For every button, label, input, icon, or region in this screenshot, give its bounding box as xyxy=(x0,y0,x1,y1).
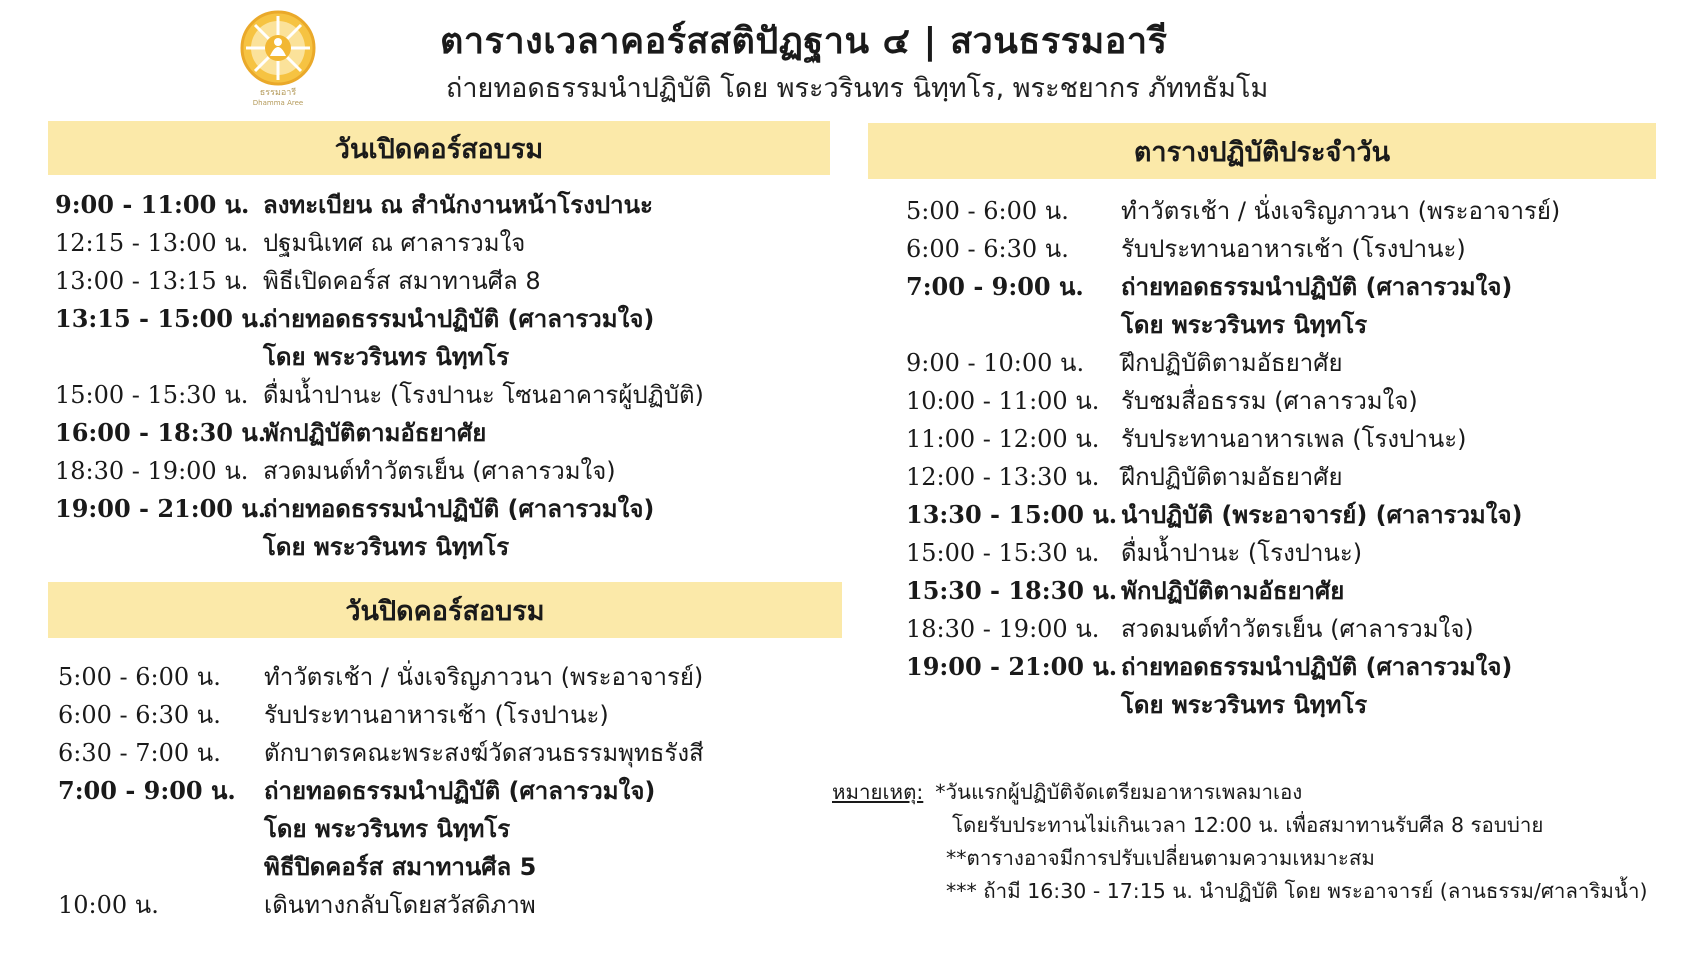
logo xyxy=(238,8,318,108)
row-time: 19:00 - 21:00 น. xyxy=(906,651,1118,681)
page-title: ตารางเวลาคอร์สสติปัฏฐาน ๔ | สวนธรรมอารี xyxy=(440,21,1168,62)
schedule-row xyxy=(906,533,1560,571)
row-time: 13:00 - 13:15 น. xyxy=(55,266,249,295)
schedule-row xyxy=(55,413,704,451)
row-activity: รับชมสื่อธรรม (ศาลารวมใจ) xyxy=(1121,386,1418,415)
row-activity: ปฐมนิเทศ ณ ศาลารวมใจ xyxy=(263,228,526,257)
row-activity: เดินทางกลับโดยสวัสดิภาพ xyxy=(264,890,536,919)
schedule-row xyxy=(55,527,704,565)
row-time: 7:00 - 9:00 น. xyxy=(58,775,236,805)
row-activity: ถ่ายทอดธรรมนำปฏิบัติ (ศาลารวมใจ) xyxy=(263,494,655,523)
schedule-row xyxy=(906,457,1560,495)
row-activity: รับประทานอาหารเพล (โรงปานะ) xyxy=(1121,424,1467,453)
row-activity: รับประทานอาหารเช้า (โรงปานะ) xyxy=(264,700,609,729)
row-time: 18:30 - 19:00 น. xyxy=(906,614,1100,643)
row-activity: สวดมนต์ทำวัตรเย็น (ศาลารวมใจ) xyxy=(1121,614,1474,643)
schedule-row xyxy=(906,495,1560,533)
row-activity: ถ่ายทอดธรรมนำปฏิบัติ (ศาลารวมใจ) xyxy=(1121,272,1513,301)
row-activity: ดื่มน้ำปานะ (โรงปานะ โซนอาคารผู้ปฏิบัติ) xyxy=(263,380,704,409)
schedule-row xyxy=(55,337,704,375)
schedule-row xyxy=(58,771,704,809)
row-time: 9:00 - 10:00 น. xyxy=(906,348,1085,377)
schedule-row xyxy=(55,451,704,489)
row-activity: ฝึกปฏิบัติตามอัธยาศัย xyxy=(1121,462,1343,491)
logo-subtext: Dhamma Aree xyxy=(252,99,304,107)
schedule-row xyxy=(906,571,1560,609)
row-time: 6:30 - 7:00 น. xyxy=(58,738,221,767)
schedule-row xyxy=(58,733,704,771)
row-activity: ทำวัตรเช้า / นั่งเจริญภาวนา (พระอาจารย์) xyxy=(1121,196,1561,225)
row-time: 5:00 - 6:00 น. xyxy=(58,662,221,691)
row-time: 19:00 - 21:00 น. xyxy=(55,493,267,523)
row-time: 6:00 - 6:30 น. xyxy=(58,700,221,729)
row-time: 10:00 - 11:00 น. xyxy=(906,386,1100,415)
notes-label: หมายเหตุ: xyxy=(832,780,924,804)
row-time: 6:00 - 6:30 น. xyxy=(906,234,1069,263)
row-activity: พักปฏิบัติตามอัธยาศัย xyxy=(1121,576,1345,605)
note-line: *** ถ้ามี 16:30 - 17:15 น. นำปฏิบัติ โดย พระอาจารย์ (ลานธรรม/ศาลาริมน้ำ) xyxy=(946,879,1648,903)
schedule-row xyxy=(906,267,1560,305)
logo-text: ธรรมอารี xyxy=(259,88,297,98)
row-time: 12:15 - 13:00 น. xyxy=(55,228,249,257)
page-subtitle: ถ่ายทอดธรรมนำปฏิบัติ โดย พระวรินทร นิทฺทโร, พระชยากร ภัททธัมโม xyxy=(446,73,1269,104)
daily-schedule xyxy=(906,191,1560,723)
row-activity: โดย พระวรินทร นิทฺทโร xyxy=(1121,310,1368,339)
note-line: **ตารางอาจมีการปรับเปลี่ยนตามความเหมาะสม xyxy=(946,846,1375,870)
row-activity: รับประทานอาหารเช้า (โรงปานะ) xyxy=(1121,234,1466,263)
row-time: 13:30 - 15:00 น. xyxy=(906,499,1118,529)
schedule-row xyxy=(906,381,1560,419)
row-time: 16:00 - 18:30 น. xyxy=(55,417,267,447)
row-time: 12:00 - 13:30 น. xyxy=(906,462,1100,491)
note-line: *วันแรกผู้ปฏิบัติจัดเตรียมอาหารเพลมาเอง xyxy=(935,780,1303,804)
closing-day-schedule xyxy=(58,657,704,923)
schedule-row xyxy=(55,223,704,261)
row-activity: สวดมนต์ทำวัตรเย็น (ศาลารวมใจ) xyxy=(263,456,616,485)
row-activity: พิธีเปิดคอร์ส สมาทานศีล 8 xyxy=(263,266,541,295)
schedule-row xyxy=(906,191,1560,229)
note-line: โดยรับประทานไม่เกินเวลา 12:00 น. เพื่อสมาทานรับศีล 8 รอบบ่าย xyxy=(952,813,1544,837)
row-time: 5:00 - 6:00 น. xyxy=(906,196,1069,225)
schedule-row xyxy=(906,419,1560,457)
schedule-row xyxy=(906,343,1560,381)
row-time: 18:30 - 19:00 น. xyxy=(55,456,249,485)
row-activity: ฝึกปฏิบัติตามอัธยาศัย xyxy=(1121,348,1343,377)
row-time: 9:00 - 11:00 น. xyxy=(55,189,250,219)
schedule-row xyxy=(58,809,704,847)
row-activity: นำปฏิบัติ (พระอาจารย์) (ศาลารวมใจ) xyxy=(1121,500,1523,529)
row-activity: ถ่ายทอดธรรมนำปฏิบัติ (ศาลารวมใจ) xyxy=(263,304,655,333)
schedule-row xyxy=(906,647,1560,685)
schedule-row xyxy=(55,185,704,223)
schedule-row xyxy=(906,685,1560,723)
row-activity: ถ่ายทอดธรรมนำปฏิบัติ (ศาลารวมใจ) xyxy=(264,776,656,805)
schedule-row xyxy=(55,375,704,413)
row-activity: ถ่ายทอดธรรมนำปฏิบัติ (ศาลารวมใจ) xyxy=(1121,652,1513,681)
schedule-row xyxy=(906,305,1560,343)
schedule-row xyxy=(58,885,704,923)
row-time: 15:30 - 18:30 น. xyxy=(906,575,1118,605)
schedule-row xyxy=(55,261,704,299)
row-time: 15:00 - 15:30 น. xyxy=(55,380,249,409)
schedule-row xyxy=(55,299,704,337)
opening-day-schedule xyxy=(55,185,704,565)
row-activity: โดย พระวรินทร นิทฺทโร xyxy=(263,532,510,561)
opening-day-heading: วันเปิดคอร์สอบรม xyxy=(48,121,830,175)
daily-schedule-heading: ตารางปฏิบัติประจำวัน xyxy=(868,123,1656,179)
schedule-row xyxy=(55,489,704,527)
row-time: 15:00 - 15:30 น. xyxy=(906,538,1100,567)
row-activity: โดย พระวรินทร นิทฺทโร xyxy=(264,814,511,843)
row-time: 13:15 - 15:00 น. xyxy=(55,303,267,333)
schedule-row xyxy=(58,847,704,885)
notes xyxy=(832,776,1647,908)
schedule-row xyxy=(906,229,1560,267)
row-activity: ทำวัตรเช้า / นั่งเจริญภาวนา (พระอาจารย์) xyxy=(264,662,704,691)
row-activity: โดย พระวรินทร นิทฺทโร xyxy=(263,342,510,371)
row-activity: ตักบาตรคณะพระสงฆ์วัดสวนธรรมพุทธรังสี xyxy=(264,738,704,767)
schedule-row xyxy=(58,657,704,695)
row-time: 7:00 - 9:00 น. xyxy=(906,271,1084,301)
row-activity: พักปฏิบัติตามอัธยาศัย xyxy=(263,418,487,447)
row-activity: พิธีปิดคอร์ส สมาทานศีล 5 xyxy=(264,852,537,881)
row-activity: ลงทะเบียน ณ สำนักงานหน้าโรงปานะ xyxy=(263,190,653,219)
row-activity: โดย พระวรินทร นิทฺทโร xyxy=(1121,690,1368,719)
closing-day-heading: วันปิดคอร์สอบรม xyxy=(48,582,842,638)
schedule-row xyxy=(58,695,704,733)
row-time: 10:00 น. xyxy=(58,890,159,919)
schedule-row xyxy=(906,609,1560,647)
row-time: 11:00 - 12:00 น. xyxy=(906,424,1100,453)
row-activity: ดื่มน้ำปานะ (โรงปานะ) xyxy=(1121,538,1363,567)
